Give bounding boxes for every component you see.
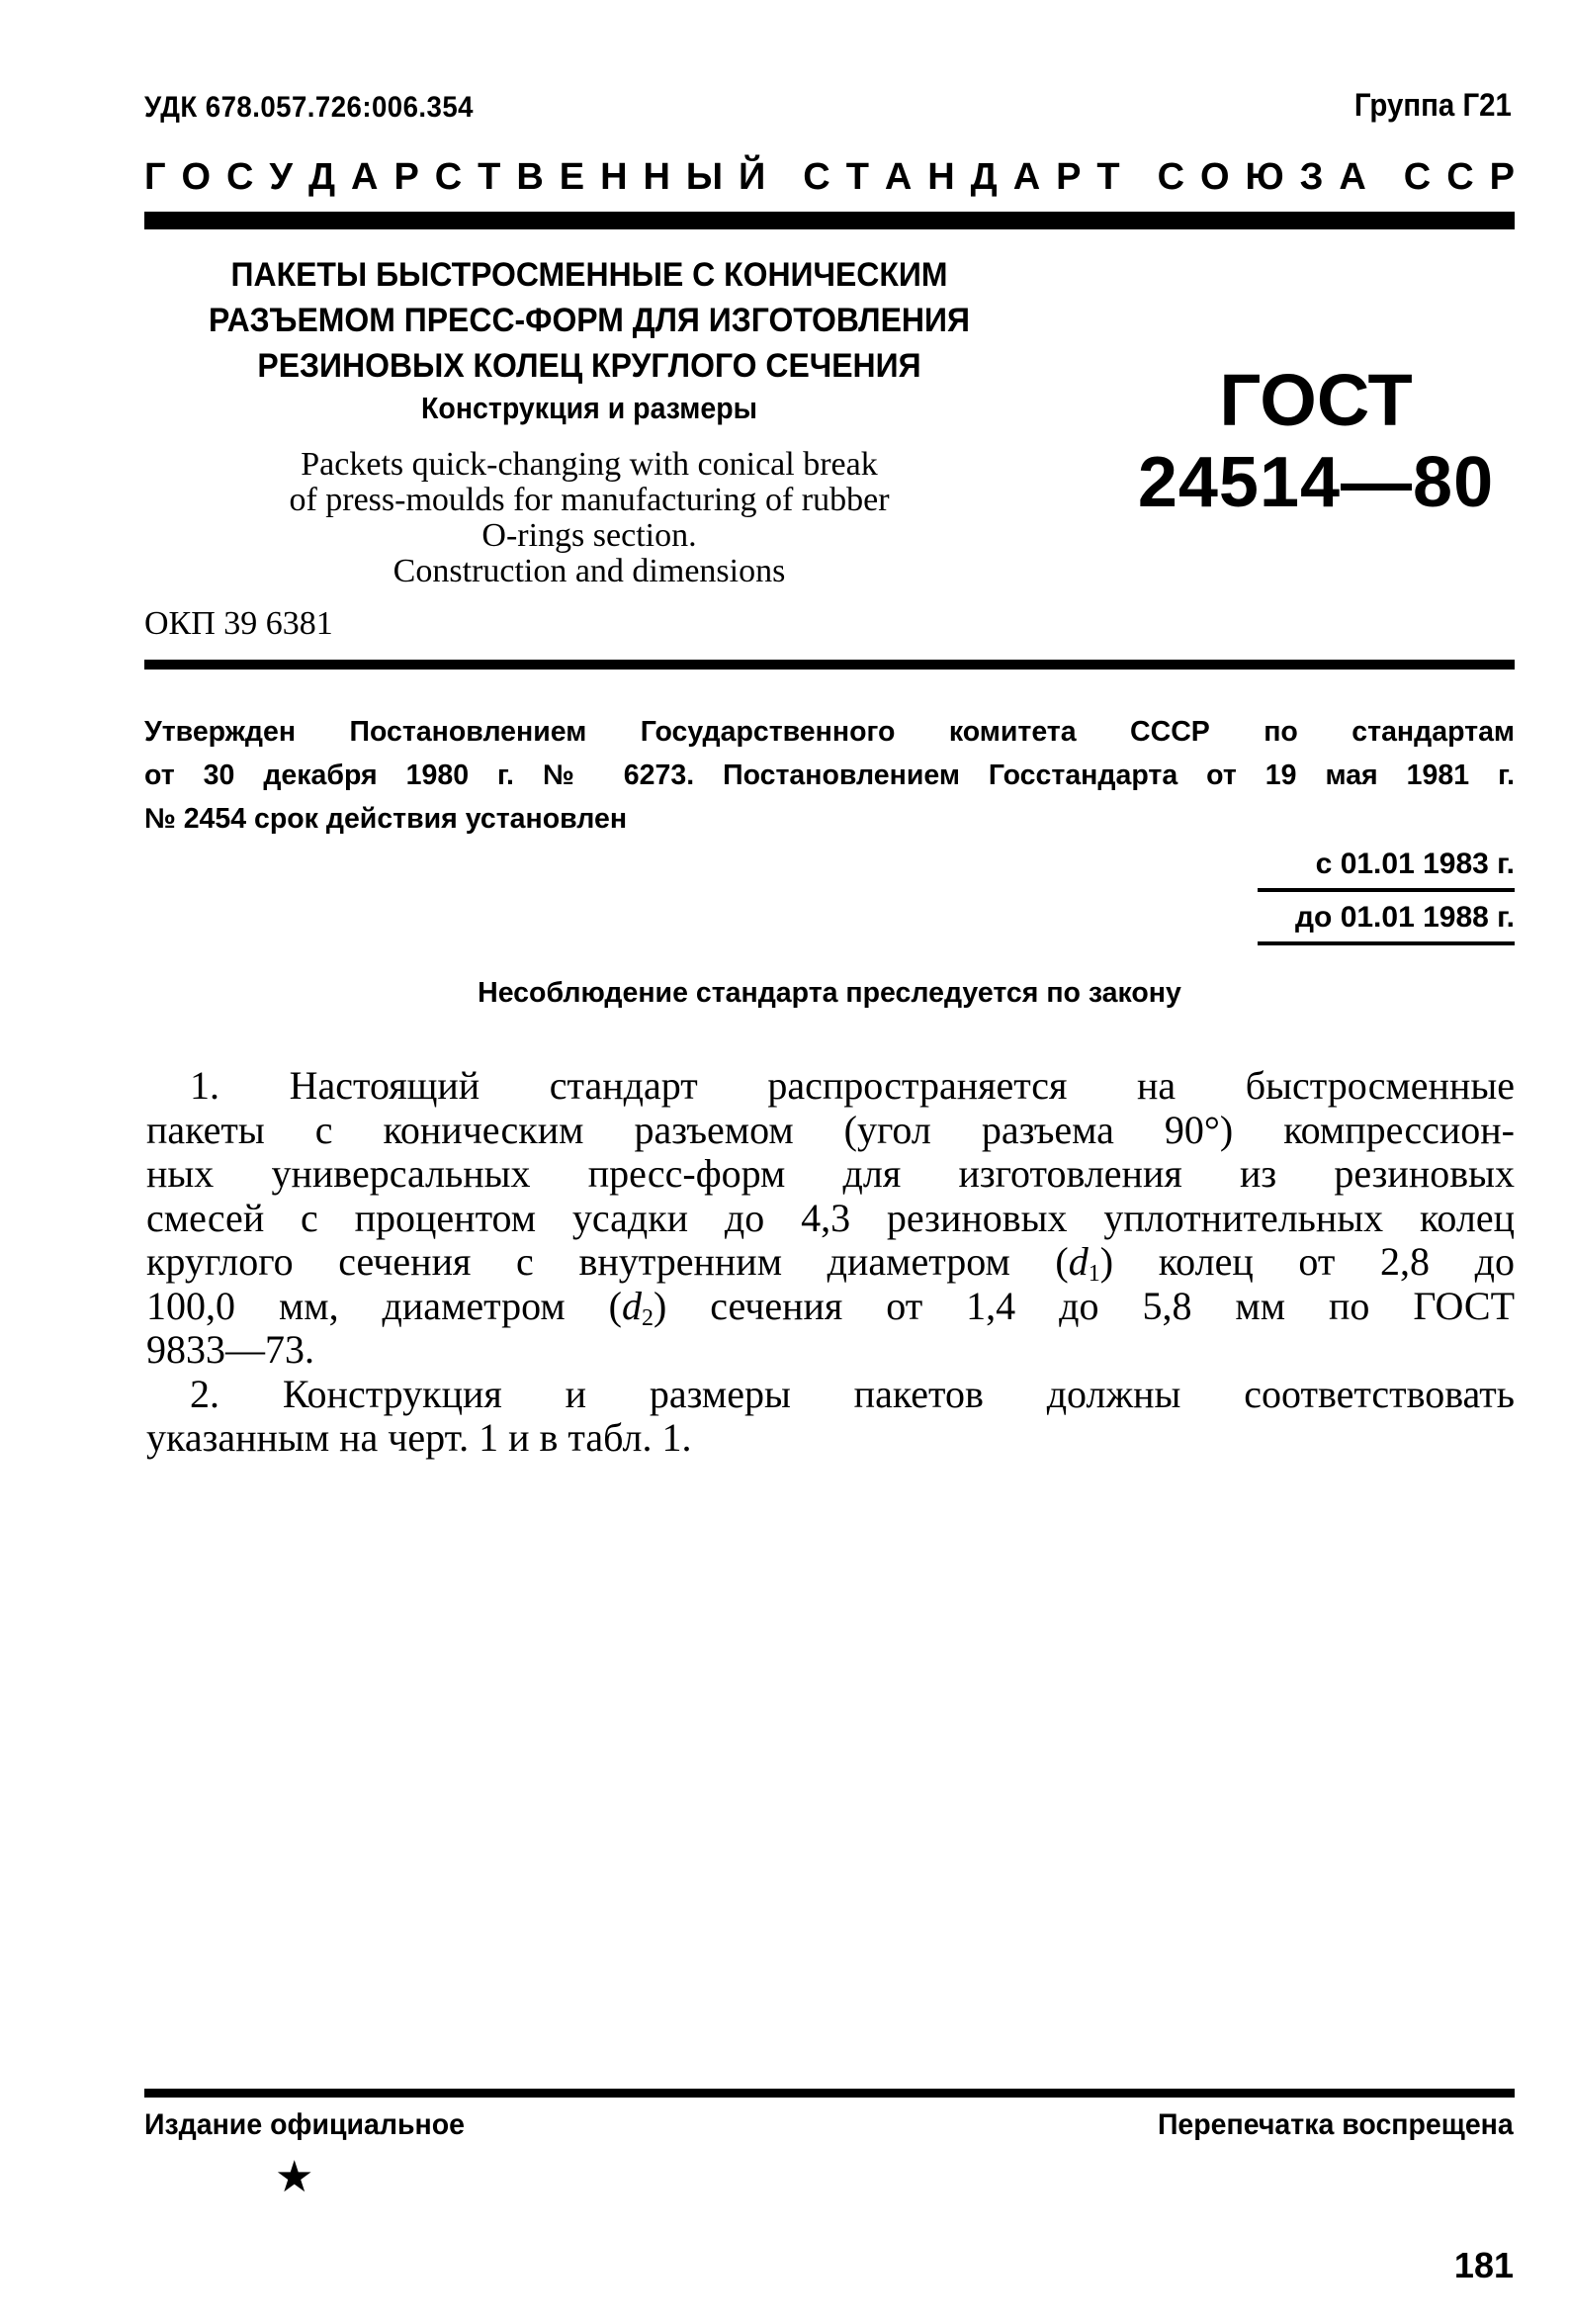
p1-line-1: 1. Настоящий стандарт распространяется на быстросменные xyxy=(190,1063,1515,1108)
approval-line-2: от 30 декабря 1980 г. № 6273. Постановлением Госстандарта от 19 мая 1981 г. xyxy=(144,760,1515,791)
title-russian xyxy=(171,252,1007,389)
p1-line-7: 9833—73. xyxy=(146,1327,314,1372)
gost-label: ГОСТ xyxy=(1219,359,1413,441)
title-english xyxy=(144,447,1034,589)
legal-notice: Несоблюдение стандарта преследуется по закону xyxy=(478,977,1181,1009)
title-en-line-3: O-rings section. xyxy=(481,517,697,554)
official-edition-label: Издание официальное xyxy=(144,2108,465,2141)
validity-period xyxy=(1258,843,1515,949)
state-standard-banner xyxy=(144,156,1515,199)
banner-word-4: С С Р xyxy=(1403,156,1515,198)
symbol-d1: d xyxy=(1068,1239,1089,1284)
banner-word-1: Г О С У Д А Р С Т В Е Н Н Ы Й xyxy=(144,156,766,198)
gost-number: 24514—80 xyxy=(1137,443,1495,522)
reprint-prohibited-label: Перепечатка воспрещена xyxy=(1158,2108,1514,2141)
title-en-line-4: Construction and dimensions xyxy=(392,553,786,589)
okp-code: ОКП 39 6381 xyxy=(144,605,333,642)
p1-line-5 xyxy=(146,1240,1515,1285)
star-icon: ★ xyxy=(275,2152,314,2202)
page-number: 181 xyxy=(1453,2245,1514,2285)
subtitle-russian: Конструкция и размеры xyxy=(421,391,757,425)
validity-rule-2 xyxy=(1258,941,1515,945)
valid-to: до 01.01 1988 г. xyxy=(1294,901,1515,934)
p1-line-4: смесей с процентом усадки до 4,3 резиновых уплотнительных колец xyxy=(146,1195,1515,1240)
banner-word-3: С О Ю З А xyxy=(1157,156,1366,198)
title-line-2: РАЗЪЕМОМ ПРЕСС-ФОРМ ДЛЯ ИЗГОТОВЛЕНИЯ xyxy=(209,302,970,339)
approval-line-3: № 2454 срок действия установлен xyxy=(144,803,628,835)
group-code: Группа Г21 xyxy=(1353,87,1512,123)
title-en-line-2: of press-moulds for manufacturing of rubber xyxy=(289,482,890,518)
title-line-3: РЕЗИНОВЫХ КОЛЕЦ КРУГЛОГО СЕЧЕНИЯ xyxy=(257,347,921,385)
valid-from: с 01.01 1983 г. xyxy=(1315,848,1515,880)
approval-text xyxy=(144,710,1515,841)
p1-line-6b: ) сечения от 1,4 до 5,8 мм по ГОСТ xyxy=(653,1283,1515,1328)
p1-line-2: пакеты с коническим разъемом (угол разъема 90°) компрессион- xyxy=(146,1107,1515,1152)
p1-line-6 xyxy=(146,1285,1515,1329)
title-en-line-1: Packets quick-changing with conical break xyxy=(301,446,878,483)
header-rule xyxy=(144,212,1515,229)
title-rule xyxy=(144,660,1515,670)
body-text xyxy=(146,1064,1515,1461)
footer-rule xyxy=(144,2089,1515,2098)
approval-line-1: Утвержден Постановлением Государственного комитета СССР по стандартам xyxy=(144,716,1515,748)
subscript-1: 1 xyxy=(1088,1261,1100,1287)
p2-line-2: указанным на черт. 1 и в табл. 1. xyxy=(146,1415,692,1460)
title-line-1: ПАКЕТЫ БЫСТРОСМЕННЫЕ С КОНИЧЕСКИМ xyxy=(230,256,948,294)
p2-line-1: 2. Конструкция и размеры пакетов должны соответствовать xyxy=(190,1371,1515,1416)
validity-rule-1 xyxy=(1258,888,1515,892)
banner-word-2: С Т А Н Д А Р Т xyxy=(803,156,1120,198)
p1-line-5a: круглого сечения с внутренним диаметром ( xyxy=(146,1239,1069,1284)
p1-line-6a: 100,0 мм, диаметром ( xyxy=(146,1283,622,1328)
subscript-2: 2 xyxy=(641,1304,654,1331)
symbol-d2: d xyxy=(621,1283,642,1328)
udk-code: УДК 678.057.726:006.354 xyxy=(144,91,474,124)
p1-line-5b: ) колец от 2,8 до xyxy=(1099,1239,1516,1284)
p1-line-3: ных универсальных пресс-форм для изготовления из резиновых xyxy=(146,1151,1515,1196)
